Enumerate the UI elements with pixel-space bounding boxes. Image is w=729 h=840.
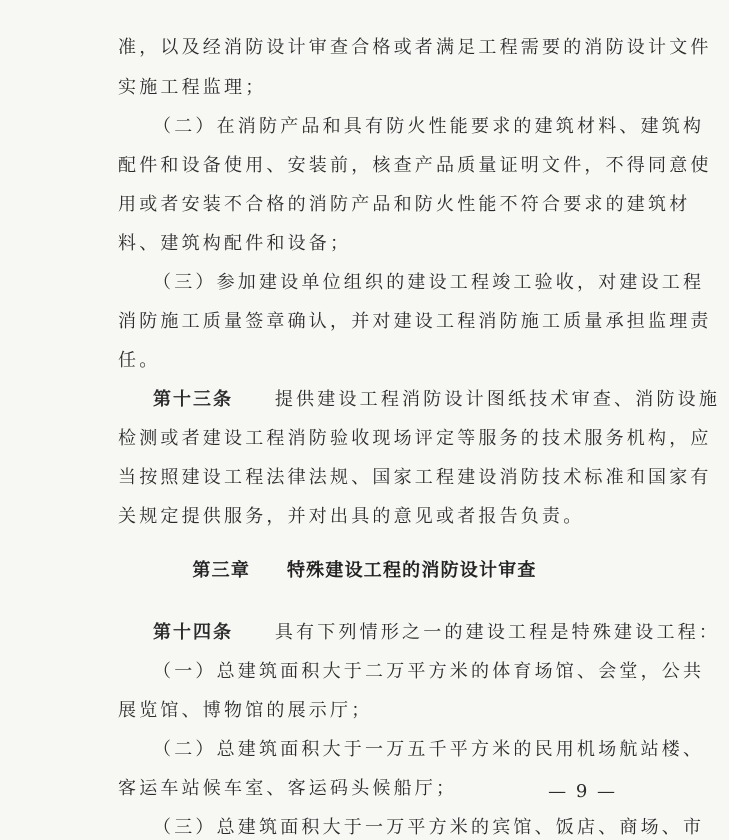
article-13-label: 第十三条 bbox=[153, 389, 233, 410]
page-number: — 9 — bbox=[548, 781, 617, 802]
text-line: 实施工程监理； bbox=[118, 77, 267, 98]
text-line: 检测或者建设工程消防验收现场评定等服务的技术服务机构，应 bbox=[118, 428, 712, 449]
text-line: 配件和设备使用、安装前，核查产品质量证明文件，不得同意使 bbox=[118, 155, 712, 176]
text-line: 消防施工质量签章确认，并对建设工程消防施工质量承担监理责 bbox=[118, 311, 712, 332]
text-line: （一）总建筑面积大于二万平方米的体育场馆、会堂，公共 bbox=[153, 661, 705, 682]
text-line: 用或者安装不合格的消防产品和防火性能不符合要求的建筑材 bbox=[118, 194, 691, 215]
text-line: 料、建筑构配件和设备； bbox=[118, 233, 352, 254]
article-13-line bbox=[153, 388, 720, 412]
text-line: 客运车站候车室、客运码头候船厅； bbox=[118, 778, 458, 799]
text-line: 任。 bbox=[118, 350, 161, 371]
text-line: 准，以及经消防设计审查合格或者满足工程需要的消防设计文件 bbox=[118, 37, 712, 58]
text-line: 展览馆、博物馆的展示厅； bbox=[118, 700, 373, 721]
text-line: （二）总建筑面积大于一万五千平方米的民用机场航站楼、 bbox=[153, 739, 705, 760]
article-14-label: 第十四条 bbox=[153, 622, 233, 643]
text-line: （二）在消防产品和具有防火性能要求的建筑材料、建筑构 bbox=[153, 116, 705, 137]
text-line: （三）总建筑面积大于一万平方米的宾馆、饭店、商场、市 bbox=[153, 817, 705, 838]
chapter-number: 第三章 bbox=[192, 560, 251, 581]
text-line: 具有下列情形之一的建设工程是特殊建设工程： bbox=[274, 622, 721, 643]
text-line: 关规定提供服务，并对出具的意见或者报告负责。 bbox=[118, 506, 585, 527]
text-line: 提供建设工程消防设计图纸技术审查、消防设施 bbox=[274, 389, 721, 410]
text-line: 当按照建设工程法律法规、国家工程建设消防技术标准和国家有 bbox=[118, 467, 712, 488]
article-14-line bbox=[153, 621, 720, 645]
chapter-heading bbox=[0, 559, 729, 583]
chapter-title: 特殊建设工程的消防设计审查 bbox=[286, 560, 537, 581]
text-line: （三）参加建设单位组织的建设工程竣工验收，对建设工程 bbox=[153, 272, 705, 293]
